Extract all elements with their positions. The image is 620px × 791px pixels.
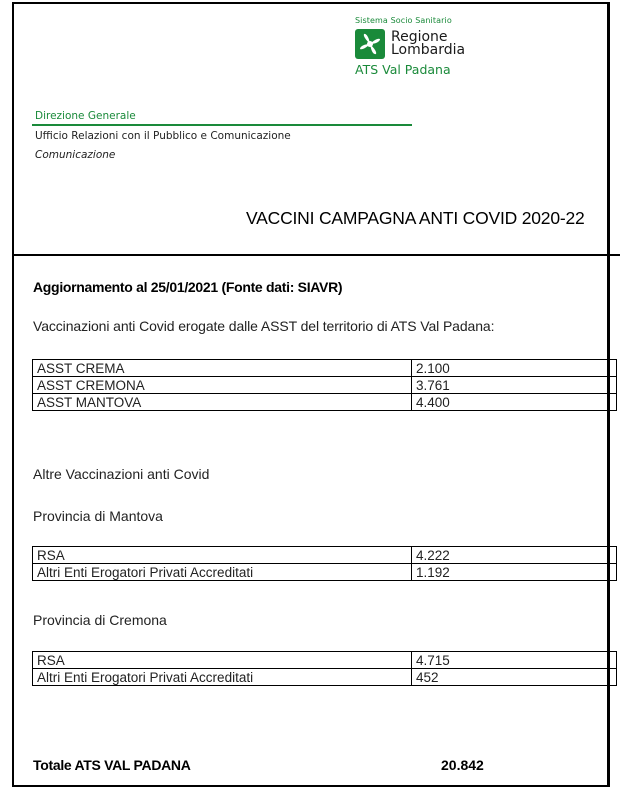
office-label: Ufficio Relazioni con il Pubblico e Comunicazione — [35, 130, 291, 142]
mantova-heading: Provincia di Mantova — [33, 508, 163, 524]
region-line1: Regione — [391, 29, 448, 45]
asst-name: ASST MANTOVA — [33, 394, 412, 411]
entity-value: 1.192 — [412, 564, 617, 581]
table-row — [33, 564, 617, 581]
table-row — [33, 360, 617, 377]
regione-lombardia-logo — [355, 16, 515, 77]
asst-value: 3.761 — [412, 377, 617, 394]
title-divider — [12, 254, 620, 256]
entity-name: Altri Enti Erogatori Privati Accreditati — [33, 564, 412, 581]
update-line: Aggiornamento al 25/01/2021 (Fonte dati: SIAVR) — [33, 279, 343, 295]
entity-name: RSA — [33, 547, 412, 564]
asst-name: ASST CREMONA — [33, 377, 412, 394]
direction-label: Direzione Generale — [35, 110, 136, 122]
table-row — [33, 547, 617, 564]
agency-name: ATS Val Padana — [355, 62, 451, 77]
asst-value: 2.100 — [412, 360, 617, 377]
document-title: VACCINI CAMPAGNA ANTI COVID 2020-22 — [246, 208, 585, 228]
table-row — [33, 394, 617, 411]
cremona-heading: Provincia di Cremona — [33, 612, 167, 628]
intro-text: Vaccinazioni anti Covid erogate dalle ASST del territorio di ATS Val Padana: — [33, 318, 495, 334]
lombardia-rose-icon — [355, 29, 385, 59]
table-row — [33, 377, 617, 394]
entity-name: Altri Enti Erogatori Privati Accreditati — [33, 669, 412, 686]
system-label: Sistema Socio Sanitario — [355, 16, 452, 25]
asst-value: 4.400 — [412, 394, 617, 411]
entity-value: 452 — [412, 669, 617, 686]
cremona-table — [32, 651, 617, 686]
table-row — [33, 669, 617, 686]
region-line2: Lombardia — [391, 42, 466, 58]
total-label: Totale ATS VAL PADANA — [33, 757, 191, 773]
header-divider — [32, 124, 412, 126]
entity-value: 4.222 — [412, 547, 617, 564]
mantova-table — [32, 546, 617, 581]
entity-value: 4.715 — [412, 652, 617, 669]
table-row — [33, 652, 617, 669]
asst-table — [32, 359, 617, 411]
asst-name: ASST CREMA — [33, 360, 412, 377]
total-value: 20.842 — [441, 757, 484, 773]
entity-name: RSA — [33, 652, 412, 669]
unit-label: Comunicazione — [35, 149, 116, 161]
other-vaccinations-heading: Altre Vaccinazioni anti Covid — [33, 466, 210, 482]
